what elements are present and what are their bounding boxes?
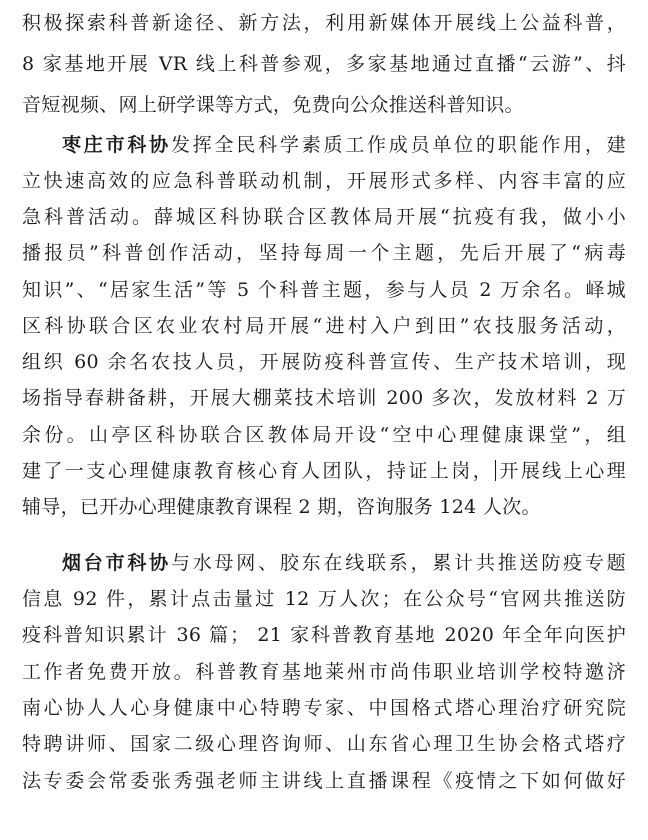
text-line: 知识”、“居家生活”等 5 个科普主题，参与人员 2 万余名。峄城	[22, 279, 626, 301]
text-before-cursor: 建了一支心理健康教育核心育人团队，持证上岗，	[22, 460, 495, 482]
text-line: 场指导春耕备耕，开展大棚菜技术培训 200 多次，发放材料 2 万	[22, 387, 626, 409]
text-line-with-cursor[interactable]	[22, 454, 626, 488]
text-line: 立快速高效的应急科普联动机制，开展形式多样、内容丰富的应	[22, 170, 626, 192]
paragraph-first-line-text: 与水母网、胶东在线联系，累计共推送防疫专题	[170, 552, 626, 574]
text-after-cursor: 开展线上心理	[497, 460, 626, 482]
paragraph-first-line-text: 发挥全民科学素质工作成员单位的职能作用，建	[170, 134, 626, 156]
text-line: 辅导，已开办心理健康教育课程 2 期，咨询服务 124 人次。	[22, 496, 541, 518]
text-line: 区科协联合区农业农村局开展“进村入户到田”农技服务活动，	[22, 315, 626, 337]
text-line: 余份。山亭区科协联合区教体局开设“空中心理健康课堂”，组	[22, 424, 626, 446]
paragraph-first-line	[62, 546, 626, 580]
text-line: 音短视频、网上研学课等方式，免费向公众推送科普知识。	[22, 94, 524, 116]
paragraph-lead-org: 枣庄市科协	[62, 134, 171, 156]
text-line: 疫科普知识累计 36 篇； 21 家科普教育基地 2020 年全年向医护	[22, 624, 626, 646]
text-line: 工作者免费开放。科普教育基地莱州市尚伟职业培训学校特邀济	[22, 661, 626, 683]
text-line: 组织 60 余名农技人员，开展防疫科普宣传、生产技术培训，现	[22, 351, 626, 373]
text-line: 信息 92 件，累计点击量过 12 万人次；在公众号“官网共推送防	[22, 588, 626, 610]
text-line: 法专委会常委张秀强老师主讲线上直播课程《疫情之下如何做好	[22, 770, 626, 792]
text-line: 特聘讲师、国家二级心理咨询师、山东省心理卫生协会格式塔疗	[22, 733, 626, 755]
text-line: 南心协人人心身健康中心特聘专家、中国格式塔心理治疗研究院	[22, 697, 626, 719]
text-line: 8 家基地开展 VR 线上科普参观，多家基地通过直播“云游”、抖	[22, 53, 626, 75]
paragraph-first-line	[62, 128, 626, 162]
text-line: 积极探索科普新途径、新方法，利用新媒体开展线上公益科普，	[22, 12, 626, 34]
text-line: 播报员”科普创作活动，坚持每周一个主题，先后开展了“病毒	[22, 242, 626, 264]
text-line: 急科普活动。薛城区科协联合区教体局开展“抗疫有我，做小小	[22, 206, 626, 228]
paragraph-lead-org: 烟台市科协	[62, 552, 171, 574]
